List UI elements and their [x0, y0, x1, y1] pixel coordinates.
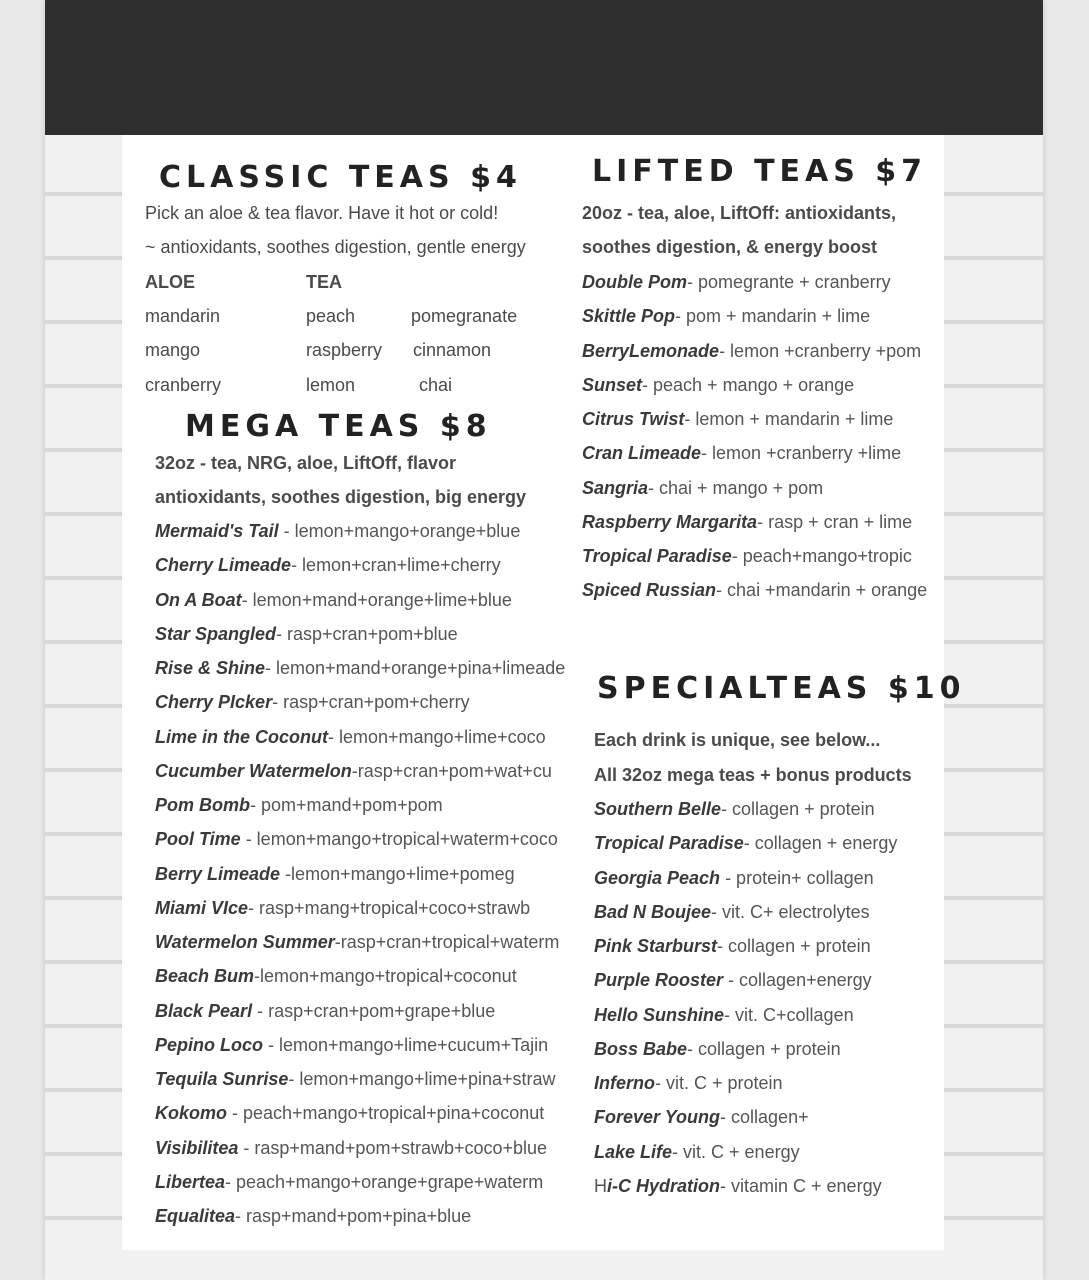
item-ingredients: - lemon+mand+orange+pina+limeade [265, 658, 566, 678]
menu-item [582, 305, 870, 327]
menu-item [582, 374, 854, 396]
tea-flavor: lemon [306, 375, 356, 395]
item-name: Purple Rooster [594, 970, 724, 991]
menu-item [594, 1106, 809, 1128]
menu-item [594, 969, 872, 991]
special-bonus: All 32oz mega teas + bonus products [594, 765, 912, 785]
item-ingredients: - collagen + protein [721, 799, 875, 819]
item-name: Sangria [582, 477, 649, 498]
mega-teas-heading: MEGA TEAS $8 [185, 409, 492, 444]
item-ingredients: - protein+ collagen [720, 867, 874, 888]
item-name: Pom Bomb [155, 795, 251, 815]
item-ingredients: - collagen+energy [723, 970, 872, 991]
item-name: Cucumber Watermelon [155, 760, 352, 781]
item-name: Berry Limeade [155, 863, 281, 884]
item-name: Southern Belle [594, 799, 722, 819]
item-ingredients: - rasp+mand+pom+pina+blue [235, 1206, 472, 1226]
item-ingredients: - lemon +cranberry +pom [719, 340, 922, 361]
item-name: Tropical Paradise [594, 833, 744, 854]
menu-item [155, 554, 501, 576]
menu-item [155, 794, 443, 816]
item-name: Pool Time [155, 829, 241, 850]
item-name: Tropical Paradise [582, 546, 732, 566]
menu-item [155, 931, 559, 953]
mega-intro: 32oz - tea, NRG, aloe, LiftOff, flavor [155, 453, 457, 473]
menu-item [594, 1004, 854, 1026]
item-name: Sunset [582, 374, 643, 395]
item-ingredients: - vit. C + energy [672, 1141, 800, 1162]
item-ingredients: - pom+mand+pom+pom [250, 795, 443, 815]
item-name: Georgia Peach [594, 867, 721, 888]
aloe-column-header: ALOE [145, 272, 196, 292]
item-name: Forever Young [594, 1107, 721, 1128]
item-name: Cherry PIcker [155, 692, 273, 713]
menu-item [582, 511, 912, 533]
menu-item [155, 863, 515, 885]
item-name: Equalitea [155, 1206, 236, 1226]
item-name: Miami VIce [155, 897, 249, 918]
item-name: Bad N Boujee [594, 901, 712, 922]
menu-item [155, 520, 520, 542]
item-name: BerryLemonade [582, 340, 720, 361]
aloe-flavor: mandarin [145, 306, 221, 326]
menu-item [155, 1068, 556, 1090]
item-name: Inferno [594, 1073, 655, 1093]
item-name: Mermaid's Tail [155, 521, 279, 541]
aloe-flavor: mango [145, 340, 201, 360]
lifted-teas-heading: LIFTED TEAS $7 [592, 154, 928, 189]
item-ingredients: - peach+mango+orange+grape+waterm [225, 1171, 544, 1192]
item-ingredients: - chai +mandarin + orange [716, 580, 928, 601]
header-banner [45, 0, 1043, 135]
menu-item [582, 340, 921, 362]
item-ingredients: - peach+mango+tropic [731, 546, 912, 566]
item-ingredients: - lemon+mand+orange+lime+blue [241, 589, 512, 610]
classic-teas-heading: CLASSIC TEAS $4 [159, 160, 522, 195]
item-ingredients: - rasp+mang+tropical+coco+strawb [248, 897, 531, 918]
item-name: Libertea [155, 1171, 226, 1192]
item-name: Lime in the Coconut [155, 726, 328, 747]
menu-item [155, 1034, 548, 1056]
item-name: Cran Limeade [582, 443, 702, 464]
item-ingredients: - collagen + protein [717, 936, 871, 956]
classic-intro: Pick an aloe & tea flavor. Have it hot or cold! [145, 203, 499, 223]
item-name: Cherry Limeade [155, 555, 292, 576]
menu-item [582, 477, 823, 499]
item-ingredients: - collagen+ [720, 1107, 809, 1128]
item-ingredients: - peach+mango+tropical+pina+coconut [227, 1103, 545, 1124]
item-name: Lake Life [594, 1141, 673, 1162]
menu-item [155, 623, 458, 645]
item-ingredients: - lemon+mango+orange+blue [278, 521, 521, 541]
tea-flavor: cinnamon [413, 340, 492, 360]
item-name: Boss Babe [594, 1038, 688, 1059]
item-ingredients: - lemon +cranberry +lime [701, 443, 902, 464]
item-name: Raspberry Margarita [582, 511, 758, 532]
menu-item [582, 271, 891, 293]
menu-item [594, 798, 875, 820]
menu-item [155, 1137, 547, 1159]
item-name: Double Pom [582, 272, 688, 292]
menu-item [594, 935, 871, 957]
item-ingredients: - lemon + mandarin + lime [684, 409, 894, 429]
menu-item [155, 760, 552, 782]
tea-flavor: chai [419, 375, 453, 395]
item-name: Citrus Twist [582, 409, 685, 429]
item-ingredients: -lemon+mango+lime+pomeg [280, 863, 515, 884]
item-ingredients: -rasp+cran+tropical+waterm [334, 932, 560, 952]
item-name: Visibilitea [155, 1137, 239, 1158]
item-ingredients: - lemon+cran+lime+cherry [291, 555, 501, 576]
item-name: Rise & Shine [155, 658, 266, 678]
item-name: Skittle Pop [582, 306, 676, 327]
lifted-intro: 20oz - tea, aloe, LiftOff: antioxidants, [582, 203, 897, 223]
item-name: Black Pearl [155, 1000, 253, 1021]
item-ingredients: - collagen + energy [743, 833, 898, 854]
item-ingredients: - rasp+cran+pom+cherry [272, 692, 470, 713]
item-ingredients: - rasp + cran + lime [757, 511, 913, 532]
item-ingredients: - vit. C+ electrolytes [711, 901, 870, 922]
item-name: Pink Starburst [594, 936, 718, 956]
menu-item [155, 965, 517, 987]
tea-flavor: pomegranate [411, 306, 518, 326]
item-ingredients: - rasp+cran+pom+blue [276, 623, 458, 644]
item-name: Spiced Russian [582, 580, 717, 601]
item-name: Pepino Loco [155, 1034, 263, 1055]
menu-item [155, 1205, 471, 1227]
item-name-prefix: H [594, 1175, 607, 1196]
item-ingredients: - chai + mango + pom [648, 477, 824, 498]
item-ingredients: - peach + mango + orange [642, 374, 855, 395]
menu-item [155, 1000, 495, 1022]
item-ingredients: - lemon+mango+lime+coco [328, 726, 546, 747]
menu-item [594, 1175, 882, 1197]
item-name: Hello Sunshine [594, 1004, 725, 1025]
item-ingredients: - collagen + protein [687, 1038, 841, 1059]
mega-benefits: antioxidants, soothes digestion, big energy [155, 487, 527, 507]
aloe-flavor: cranberry [145, 375, 222, 395]
item-ingredients: -lemon+mango+tropical+coconut [254, 966, 517, 987]
menu-item [594, 901, 870, 923]
item-ingredients: - rasp+cran+pom+grape+blue [252, 1000, 496, 1021]
menu-item [582, 579, 927, 601]
menu-item [594, 867, 874, 889]
menu-item [155, 589, 512, 611]
menu-item [155, 691, 470, 713]
item-ingredients: - lemon+mango+tropical+waterm+coco [240, 829, 558, 850]
item-ingredients: -rasp+cran+pom+wat+cu [351, 760, 552, 781]
item-name: Watermelon Summer [155, 932, 335, 952]
item-ingredients: - pomegrante + cranberry [687, 272, 891, 292]
tea-flavor: raspberry [306, 340, 383, 360]
menu-item [155, 1102, 544, 1124]
menu-item [594, 1038, 841, 1060]
menu-item [155, 828, 558, 850]
menu-item [155, 897, 530, 919]
menu-item [155, 726, 546, 748]
menu-item [594, 832, 897, 854]
item-ingredients: - pom + mandarin + lime [675, 306, 871, 327]
menu-item [594, 1141, 800, 1163]
tea-flavor: peach [306, 306, 356, 326]
menu-item [582, 408, 893, 430]
item-name: Tequila Sunrise [155, 1069, 289, 1089]
item-name: Beach Bum [155, 966, 255, 987]
menu-item [582, 442, 901, 464]
lifted-benefits: soothes digestion, & energy boost [582, 237, 878, 257]
item-name: Kokomo [155, 1103, 227, 1124]
menu-item [594, 1072, 783, 1094]
menu-item [155, 1171, 543, 1193]
item-ingredients: - vitamin C + energy [720, 1175, 882, 1196]
special-intro: Each drink is unique, see below... [594, 730, 881, 750]
menu-item [155, 657, 565, 679]
tea-column-header: TEA [306, 272, 342, 292]
specialteas-heading: SPECIALTEAS $10 [597, 671, 966, 706]
item-ingredients: - vit. C + protein [655, 1073, 783, 1093]
item-ingredients: - lemon+mango+lime+cucum+Tajin [263, 1034, 549, 1055]
item-ingredients: - rasp+mand+pom+strawb+coco+blue [238, 1137, 548, 1158]
item-ingredients: - lemon+mango+lime+pina+straw [288, 1069, 556, 1089]
item-name: On A Boat [155, 589, 242, 610]
item-name: i-C Hydration [607, 1175, 721, 1196]
classic-benefits: ~ antioxidants, soothes digestion, gentle energy [145, 237, 526, 257]
item-name: Star Spangled [155, 623, 277, 644]
item-ingredients: - vit. C+collagen [724, 1004, 854, 1025]
menu-item [582, 545, 912, 567]
